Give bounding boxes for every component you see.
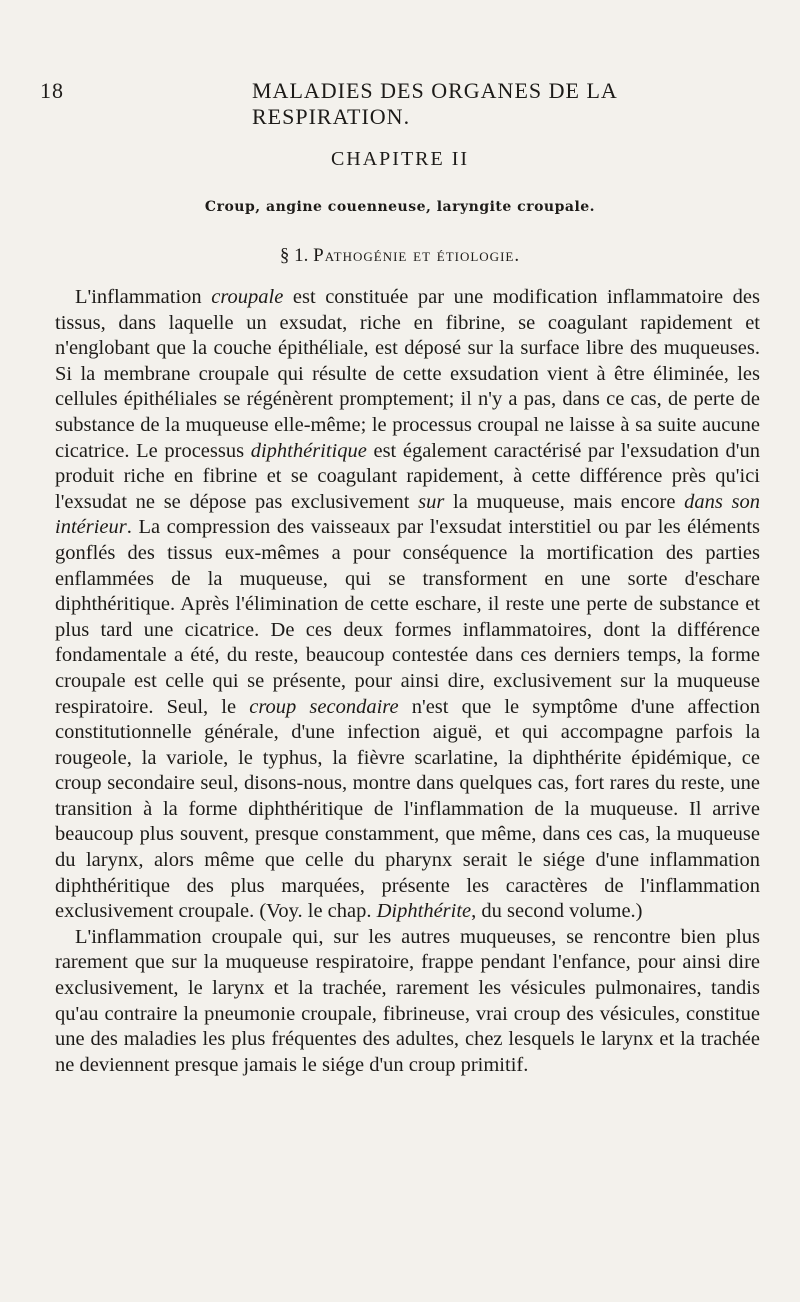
text-run: L'inflammation croupale qui, sur les autres muqueuses, se rencontre bien plus rarement que sur la muqueuse respiratoire, frappe pendant l'enfance, pour ainsi dire exclusivement, le larynx et la trachée, rarement les vésicules pulmonaires, tandis qu'au contraire la pneumonie croupale, fibrineuse, vrai croup des vésicules, constitue une des maladies les plus fréquentes des adultes, chez lesquels le larynx et la trachée ne deviennent presque jamais le siége d'un croup primitif. (55, 925, 760, 1076)
section-mark: § 1. (279, 245, 309, 266)
running-title: MALADIES DES ORGANES DE LA RESPIRATION. (252, 78, 617, 129)
text-run: L'inflammation (75, 286, 212, 308)
paragraph (55, 925, 760, 1079)
italic-run: diphthéritique (250, 439, 367, 462)
text-run: est constituée par une modification inflammatoire des tissus, dans laquelle un exsudat, riche en fibrine, se coagulant rapidement et n'englobant que la couche épithéliale, est déposé sur la surface libre des muqueuses. Si la membrane croupale qui résulte de cette exsudation vient à être éliminée, les cellules épithéliales se régénèrent promptement; il n'y a pas, dans ce cas, de perte de substance de la muqueuse elle-même; le processus croupal ne laisse à sa suite aucune cicatrice. Le processus (55, 286, 760, 462)
text-run: . La compression des vaisseaux par l'exsudat interstitiel ou par les éléments gonflés des tissus eux-mêmes a pour conséquence la mortification des parties enflammées de la muqueuse, qui se transforment en une sorte d'eschare diphthéritique. Après l'élimination de cette eschare, il reste une perte de substance et plus tard une cicatrice. De ces deux formes inflammatoires, dont la différence fondamentale a été, du reste, beaucoup contestée dans ces derniers temps, la forme croupale est celle qui se présente, pour ainsi dire, exclusivement sur la muqueuse respiratoire. Seul, le (55, 516, 760, 718)
italic-run: dans son intérieur (55, 490, 760, 539)
text-run: est également caractérisé par l'exsudation d'un produit riche en fibrine et se coagulant rapidement, à cette différence près qu'ici l'exsudat ne se dépose pas exclusivement (55, 439, 760, 513)
text-run: n'est que le symptôme d'une affection constitutionnelle générale, d'une infection aiguë, et qui accompagne parfois la rougeole, la variole, le typhus, la fièvre scarlatine, la diphthérite épidémique, ce croup secondaire seul, disons-nous, montre dans quelques cas, fort rares du reste, une transition à la forme diphthéritique de l'inflammation de la muqueuse. Il arrive beaucoup plus souvent, presque constamment, que même, dans ces cas, la muqueuse du larynx, alors même que celle du pharynx serait le siége d'une inflammation diphthéritique des plus marquées, présente les caractères de l'inflammation exclusivement croupale. (Voy. le chap. (55, 695, 760, 923)
body-text (55, 285, 760, 1078)
text-run: , du second volume.) (471, 900, 643, 923)
paragraph (55, 285, 760, 925)
section-heading (0, 245, 800, 267)
chapter-heading: CHAPITRE II (330, 148, 470, 170)
text-run: la muqueuse, mais encore (444, 490, 685, 513)
italic-run: sur (418, 490, 445, 513)
section-title: Pathogénie et étiologie. (313, 245, 521, 266)
italic-run: Diphthérite (376, 900, 472, 923)
chapter-subject: Croup, angine couenneuse, laryngite croupale. (204, 199, 596, 215)
page-number: 18 (40, 78, 64, 103)
running-head (40, 78, 760, 129)
italic-run: croup secondaire (249, 695, 399, 718)
italic-run: croupale (211, 286, 284, 308)
